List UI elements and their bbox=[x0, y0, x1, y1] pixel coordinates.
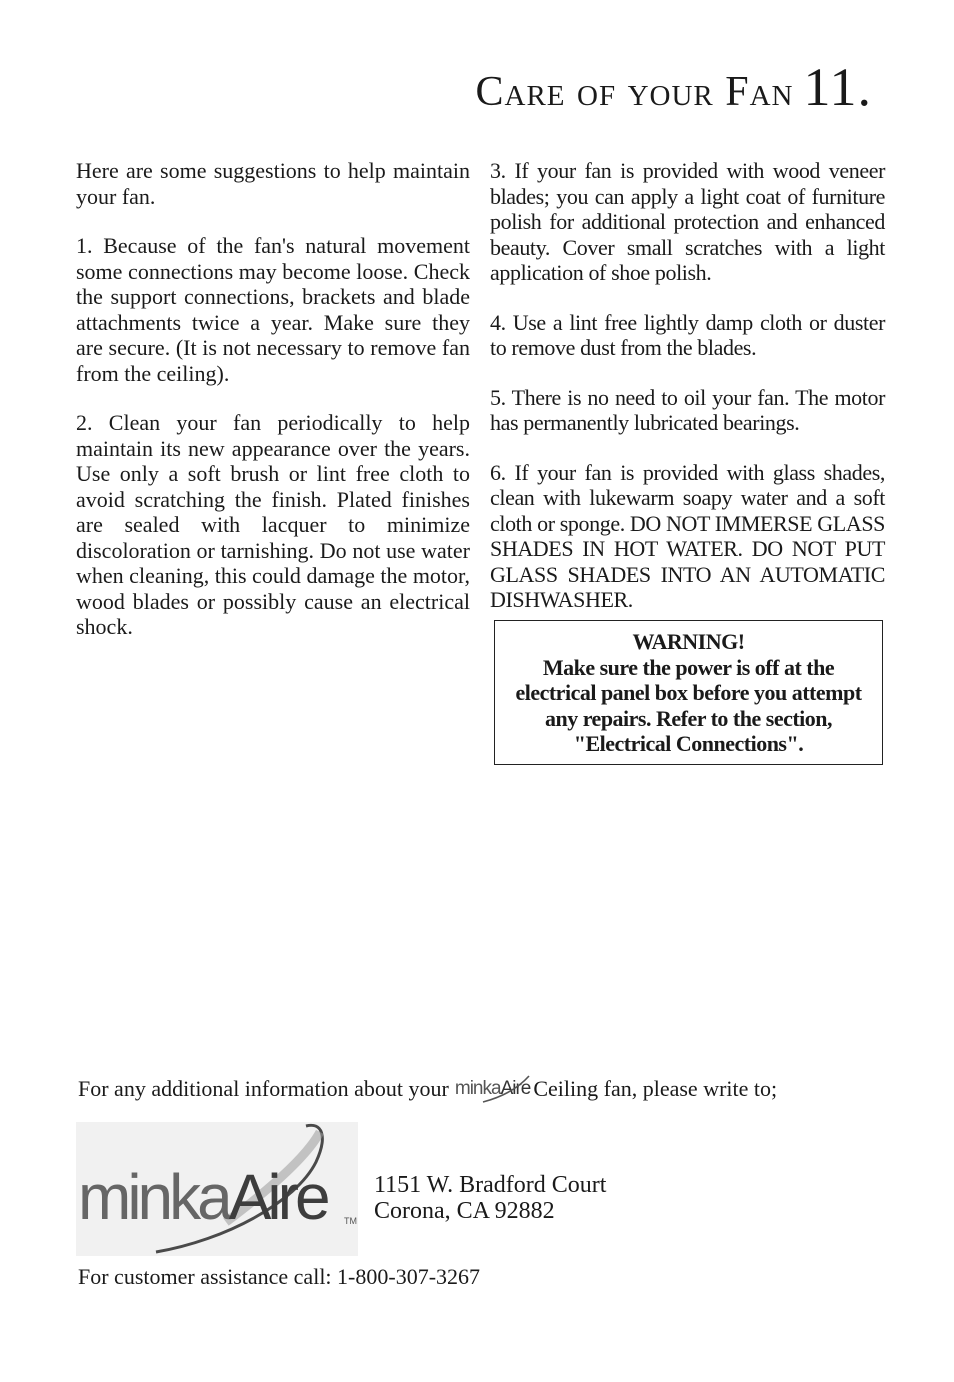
minkaaire-logo bbox=[76, 1122, 358, 1256]
page-title bbox=[475, 56, 872, 118]
additional-info-line bbox=[78, 1076, 777, 1102]
warning-box bbox=[494, 620, 883, 765]
page-number: 11. bbox=[803, 57, 872, 117]
warning-body: Make sure the power is off at the electrical panel box before you attempt any repairs. Refer to the section, "Electrical Connections". bbox=[515, 654, 862, 756]
address-line-2: Corona, CA 92882 bbox=[374, 1198, 555, 1224]
mini-logo-minka: minka bbox=[454, 1078, 501, 1099]
info-text-after: Ceiling fan, please write to; bbox=[533, 1076, 778, 1101]
care-item-5: 5. There is no need to oil your fan. The motor has permanently lubricated bearings. bbox=[490, 384, 885, 435]
care-item-4: 4. Use a lint free lightly damp cloth or duster to remove dust from the blades. bbox=[490, 309, 885, 360]
trademark-mark: TM bbox=[344, 1216, 357, 1226]
care-item-3: 3. If your fan is provided with wood veneer blades; you can apply a light coat of furniture polish for additional protection and enhanced beauty. Cover small scratches with a light application of shoe polish. bbox=[490, 158, 885, 285]
minkaaire-mini-logo bbox=[455, 1078, 530, 1100]
intro-paragraph: Here are some suggestions to help maintain your fan. bbox=[76, 158, 470, 209]
logo-minka: minka bbox=[78, 1161, 229, 1233]
care-item-2: 2. Clean your fan periodically to help maintain its new appearance over the years. Use only a soft brush or lint free cloth to avoid scratching the finish. Plated finishes are sealed with lacquer to minimize discoloration or tarnishing. Do not use water when cleaning, this could damage the motor, wood blades or possibly cause an electrical shock. bbox=[76, 410, 470, 639]
address-line-1: 1151 W. Bradford Court bbox=[374, 1172, 607, 1198]
mailing-address bbox=[374, 1172, 606, 1224]
info-text-before: For any additional information about your bbox=[78, 1076, 449, 1101]
logo-wordmark bbox=[78, 1160, 327, 1234]
mini-logo-aire: Aire bbox=[500, 1078, 531, 1099]
swoosh-icon bbox=[473, 1072, 543, 1104]
logo-aire: Aire bbox=[228, 1161, 327, 1233]
title-text: Care of your Fan bbox=[475, 69, 794, 115]
care-item-1: 1. Because of the fan's natural movement some connections may become loose. Check the support connections, brackets and blade attachments twice a year. Make sure they are secure. (It is not necessary to remove fan from the ceiling). bbox=[76, 233, 470, 386]
left-column bbox=[76, 158, 470, 664]
warning-heading: WARNING! bbox=[632, 629, 745, 654]
customer-assistance: For customer assistance call: 1-800-307-3267 bbox=[78, 1264, 481, 1289]
right-column bbox=[490, 158, 885, 637]
care-item-6: 6. If your fan is provided with glass shades, clean with lukewarm soapy water and a soft cloth or sponge. DO NOT IMMERSE GLASS SHADES IN HOT WATER. DO NOT PUT GLASS SHADES INTO AN AUTOMATIC DISHWASHER. bbox=[490, 459, 885, 612]
